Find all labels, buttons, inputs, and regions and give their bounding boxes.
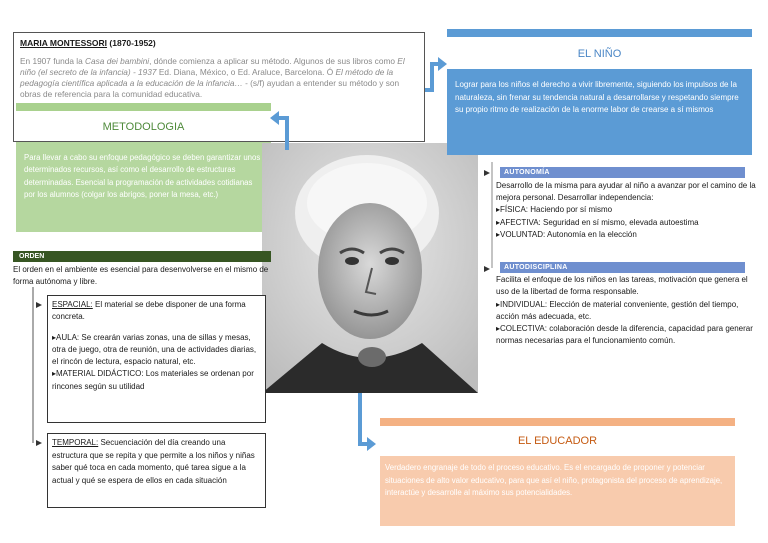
temporal-label: TEMPORAL: [52,438,99,447]
arrow-head-metodologia [270,111,279,125]
intro-text-b: Casa dei bambini [85,56,150,66]
autodisciplina-line: ▸COLECTIVA: colaboración desde la diferencia, capacidad para generar normas necesarias para el funcionamiento común. [496,324,753,346]
autodisciplina-tag: AUTODISCIPLINA [500,262,745,273]
intro-text-g: - (s/f) ayudan a entender su método y son obras de referencia para la comunidad educativa. [20,78,400,99]
autodisciplina-line: Facilita el enfoque de los niños en las tareas, motivación que genera el uso de la libertad de forma responsable. [496,275,748,297]
arrow-to-nino [425,64,440,90]
nino-title: EL NIÑO [577,48,622,60]
temporal-text: Secuenciación del día creando una estructura que se repita y que permite a los niños y niñas saber qué toca en cada momento, qué tarea sigue a la actual y qué se espera de ellos en cada situación [52,438,255,485]
espacial-label: ESPACIAL: [52,300,93,309]
intro-name: MARIA MONTESSORI [20,38,108,48]
espacial-material: ▸MATERIAL DIDÁCTICO: Los materiales se ordenan por rincones según su utilidad [52,369,254,391]
bullet-espacial [36,302,42,308]
autonomia-line: ▸AFECTIVA: Seguridad en sí mismo, elevada autoestima [496,217,699,227]
espacial-aula: ▸AULA: Se crearán varias zonas, una de sillas y mesas, otra de juego, otra de reunión, una de actividades diarias, el rincón de lectura, espacio natural, etc. [52,332,257,367]
autonomia-line: ▸FÍSICA: Haciendo por sí mismo [496,205,613,215]
intro-text-a: En 1907 funda la [20,56,86,66]
arrow-head-nino [438,57,447,71]
orden-body: El orden en el ambiente es esencial para desenvolverse en el mismo de forma autónoma y libre. [13,265,269,286]
arrow-head-educador [367,437,376,451]
educador-body: Verdadero engranaje de todo el proceso educativo. Es el encargado de proponer y potenciar situaciones de alto valor educativo, para que así el niño, protagonista del proceso de aprendizaje, interactúe y desarrolle al máximo sus potencialidades. [380,456,735,526]
autonomia-line: Desarrollo de la misma para ayudar al niño a avanzar por el camino de la mejora personal. Desarrollar independencia: [496,181,756,203]
intro-text-e: Ed. Diana, México, o Ed. Araluce, Barcelona. Ó [156,67,336,77]
intro-text-c: , dónde comienza a aplicar su método. Algunos de sus libros como [149,56,398,66]
bullet-temporal [36,440,42,446]
intro-text-d: El niño (el secreto de la infancia) - 1937 [20,56,405,77]
bullet-autonomia [484,170,490,176]
autodisciplina-line: ▸INDIVIDUAL: Elección de material conveniente, gestión del tiempo, acción más adecuada, etc. [496,299,739,321]
autonomia-tag: AUTONOMÍA [500,167,745,178]
bullet-markers [36,170,490,446]
autonomia-line: ▸VOLUNTAD: Autonomía en la elección [496,229,637,239]
metodologia-body: Para llevar a cabo su enfoque pedagógico se deben garantizar unos determinados recursos, así como el desarrollo de estructuras determinadas. Esencial la programación de actividades cotidianas por los alumnos (colgar los abrigos, poner la mesa, etc.) [16,142,271,232]
nino-body: Lograr para los niños el derecho a vivir libremente, siguiendo los impulsos de la naturaleza, sin frenar su tendencia natural a desarrollarse y respetando siempre su propio ritmo de realización de la enorme labor de crearse a sí mismos [447,69,752,155]
orden-tag: ORDEN [13,251,271,262]
intro-text-f: El método de la pedagogía científica aplicada a la educación de la infancia… [20,67,394,88]
arrow-to-educador [360,393,368,444]
educador-title: EL EDUCADOR [517,435,598,447]
bullet-autodisciplina [484,266,490,272]
espacial-text: El material se debe disponer de una forma concreta. [52,300,246,322]
metodologia-title: METODOLOGIA [16,113,271,141]
intro-years: (1870-1952) [109,38,156,48]
